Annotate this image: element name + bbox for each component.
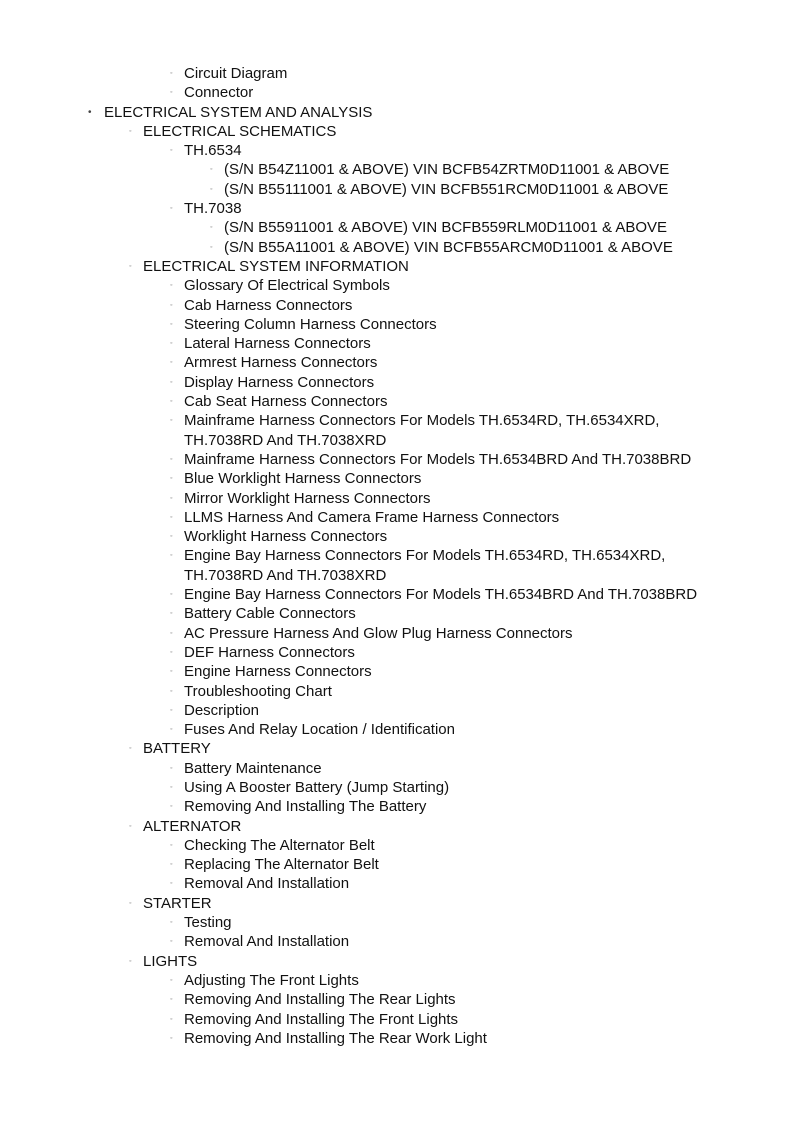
toc-entry-label: Removing And Installing The Front Lights	[184, 1010, 459, 1028]
bullet-circle-icon: ◦	[170, 861, 173, 869]
toc-entry[interactable]	[0, 797, 794, 816]
toc-entry[interactable]	[0, 836, 794, 855]
toc-entry-label: Mainframe Harness Connectors For Models TH.6534RD, TH.6534XRD, TH.7038RD And TH.7038XRD	[184, 412, 660, 449]
toc-entry[interactable]	[0, 218, 794, 237]
toc-entry-label: Adjusting The Front Lights	[184, 971, 359, 989]
toc-entry-label: (S/N B55911001 & ABOVE) VIN BCFB559RLM0D11001 & ABOVE	[224, 219, 668, 237]
toc-chapter[interactable]	[0, 952, 794, 971]
toc-entry-label: ELECTRICAL SCHEMATICS	[143, 122, 337, 140]
toc-entry[interactable]	[0, 643, 794, 662]
toc-chapter[interactable]	[0, 817, 794, 836]
bullet-circle-icon: ◦	[170, 1034, 173, 1042]
toc-entry-label: Removing And Installing The Battery	[184, 798, 427, 816]
bullet-circle-icon: ◦	[170, 880, 173, 888]
toc-entry-label: Testing	[184, 914, 232, 932]
toc-entry-label: Glossary Of Electrical Symbols	[184, 277, 390, 295]
table-of-contents	[0, 64, 794, 1048]
toc-entry-label: TH.7038	[184, 200, 242, 218]
toc-entry-label: Worklight Harness Connectors	[184, 528, 388, 546]
toc-entry-label: ELECTRICAL SYSTEM INFORMATION	[143, 257, 409, 275]
toc-entry[interactable]	[0, 315, 794, 334]
toc-entry-label: Armrest Harness Connectors	[184, 354, 378, 372]
toc-entry-label: BATTERY	[143, 740, 211, 758]
toc-entry[interactable]	[0, 373, 794, 392]
bullet-circle-icon: ◦	[170, 417, 173, 425]
bullet-circle-icon: ◦	[170, 919, 173, 927]
toc-entry[interactable]	[0, 585, 794, 604]
toc-entry-label: Blue Worklight Harness Connectors	[184, 470, 422, 488]
toc-entry-label: Engine Bay Harness Connectors For Models TH.6534BRD And TH.7038BRD	[184, 586, 698, 604]
bullet-circle-icon: ◦	[210, 166, 213, 174]
toc-entry[interactable]	[0, 874, 794, 893]
toc-entry-label: AC Pressure Harness And Glow Plug Harness Connectors	[184, 624, 573, 642]
toc-entry[interactable]	[0, 546, 729, 585]
bullet-circle-icon: ◦	[170, 89, 173, 97]
toc-chapter[interactable]	[0, 257, 794, 276]
toc-entry[interactable]	[0, 180, 794, 199]
toc-entry[interactable]	[0, 855, 794, 874]
bullet-circle-icon: ◦	[170, 70, 173, 77]
toc-entry-label: Cab Harness Connectors	[184, 296, 353, 314]
bullet-disc-icon: •	[88, 106, 92, 118]
bullet-circle-icon: ◦	[170, 706, 173, 714]
bullet-circle-icon: ◦	[170, 552, 173, 560]
toc-entry[interactable]	[0, 1029, 794, 1048]
bullet-circle-icon: ◦	[170, 533, 173, 541]
bullet-circle-icon: ◦	[129, 957, 132, 965]
toc-entry-label: LLMS Harness And Camera Frame Harness Connectors	[184, 508, 560, 526]
toc-entry-label: (S/N B54Z11001 & ABOVE) VIN BCFB54ZRTM0D11001 & ABOVE	[224, 161, 670, 179]
toc-entry-label: LIGHTS	[143, 952, 198, 970]
bullet-circle-icon: ◦	[129, 822, 132, 830]
bullet-circle-icon: ◦	[170, 513, 173, 521]
toc-entry[interactable]	[0, 604, 794, 623]
bullet-circle-icon: ◦	[170, 1015, 173, 1023]
bullet-circle-icon: ◦	[170, 398, 173, 406]
toc-entry-label: Cab Seat Harness Connectors	[184, 393, 388, 411]
toc-entry[interactable]	[0, 662, 794, 681]
bullet-circle-icon: ◦	[170, 282, 173, 290]
toc-entry-label: Troubleshooting Chart	[184, 682, 332, 700]
toc-entry[interactable]	[0, 971, 794, 990]
toc-entry[interactable]	[0, 759, 794, 778]
toc-entry[interactable]	[0, 411, 729, 450]
toc-entry[interactable]	[0, 392, 794, 411]
toc-entry[interactable]	[0, 83, 794, 102]
toc-entry[interactable]	[0, 913, 794, 932]
bullet-circle-icon: ◦	[170, 340, 173, 348]
toc-entry-label: DEF Harness Connectors	[184, 643, 355, 661]
toc-entry[interactable]	[0, 489, 794, 508]
bullet-circle-icon: ◦	[210, 224, 213, 232]
toc-entry[interactable]	[0, 64, 794, 83]
bullet-circle-icon: ◦	[129, 262, 132, 270]
bullet-circle-icon: ◦	[170, 301, 173, 309]
toc-entry[interactable]	[0, 199, 794, 218]
toc-entry-label: Mainframe Harness Connectors For Models TH.6534BRD And TH.7038BRD	[184, 450, 692, 468]
toc-entry[interactable]	[0, 353, 794, 372]
toc-entry-label: Removing And Installing The Rear Work Light	[184, 1029, 487, 1047]
toc-entry[interactable]	[0, 160, 794, 179]
toc-entry-label: Removal And Installation	[184, 875, 350, 893]
toc-chapter[interactable]	[0, 739, 794, 758]
toc-entry-label: Display Harness Connectors	[184, 373, 375, 391]
toc-entry-label: STARTER	[143, 894, 212, 912]
bullet-circle-icon: ◦	[170, 996, 173, 1004]
bullet-circle-icon: ◦	[170, 687, 173, 695]
toc-entry-label: Mirror Worklight Harness Connectors	[184, 489, 431, 507]
toc-entry-label: Fuses And Relay Location / Identification	[184, 721, 455, 739]
bullet-circle-icon: ◦	[170, 147, 173, 155]
bullet-circle-icon: ◦	[129, 127, 132, 135]
bullet-circle-icon: ◦	[129, 745, 132, 753]
toc-entry[interactable]	[0, 508, 794, 527]
toc-entry-label: ALTERNATOR	[143, 817, 242, 835]
toc-entry-label: (S/N B55A11001 & ABOVE) VIN BCFB55ARCM0D11001 & ABOVE	[224, 238, 673, 256]
toc-entry[interactable]	[0, 276, 794, 295]
toc-entry[interactable]	[0, 238, 794, 257]
toc-entry[interactable]	[0, 932, 794, 951]
bullet-circle-icon: ◦	[170, 475, 173, 483]
bullet-circle-icon: ◦	[170, 976, 173, 984]
bullet-circle-icon: ◦	[170, 629, 173, 637]
toc-entry-label: Engine Harness Connectors	[184, 663, 372, 681]
toc-entry[interactable]	[0, 1010, 794, 1029]
toc-entry[interactable]	[0, 624, 794, 643]
bullet-circle-icon: ◦	[170, 668, 173, 676]
bullet-circle-icon: ◦	[170, 455, 173, 463]
bullet-circle-icon: ◦	[170, 610, 173, 618]
toc-entry-label: Checking The Alternator Belt	[184, 836, 375, 854]
toc-entry[interactable]	[0, 682, 794, 701]
bullet-circle-icon: ◦	[170, 591, 173, 599]
bullet-circle-icon: ◦	[170, 320, 173, 328]
toc-entry-label: Using A Booster Battery (Jump Starting)	[184, 778, 450, 796]
bullet-circle-icon: ◦	[129, 899, 132, 907]
toc-entry[interactable]	[0, 469, 794, 488]
bullet-circle-icon: ◦	[170, 938, 173, 946]
toc-entry[interactable]	[0, 778, 794, 797]
toc-section[interactable]	[0, 103, 794, 122]
bullet-circle-icon: ◦	[210, 185, 213, 193]
toc-entry-label: Removing And Installing The Rear Lights	[184, 991, 456, 1009]
bullet-circle-icon: ◦	[170, 783, 173, 791]
toc-entry-label: Battery Cable Connectors	[184, 605, 356, 623]
bullet-circle-icon: ◦	[170, 841, 173, 849]
toc-entry-label: Removal And Installation	[184, 933, 350, 951]
toc-entry[interactable]	[0, 720, 794, 739]
toc-entry-label: Steering Column Harness Connectors	[184, 315, 437, 333]
bullet-circle-icon: ◦	[170, 764, 173, 772]
bullet-circle-icon: ◦	[170, 359, 173, 367]
toc-entry[interactable]	[0, 296, 794, 315]
bullet-circle-icon: ◦	[170, 726, 173, 734]
bullet-circle-icon: ◦	[210, 243, 213, 251]
toc-entry-label: (S/N B55111001 & ABOVE) VIN BCFB551RCM0D11001 & ABOVE	[224, 180, 669, 198]
toc-entry-label: Lateral Harness Connectors	[184, 335, 371, 353]
toc-entry-label: TH.6534	[184, 142, 242, 160]
toc-entry-label: Battery Maintenance	[184, 759, 322, 777]
toc-entry-label: Circuit Diagram	[184, 65, 288, 82]
toc-chapter[interactable]	[0, 894, 794, 913]
bullet-circle-icon: ◦	[170, 494, 173, 502]
toc-chapter[interactable]	[0, 122, 794, 141]
toc-entry[interactable]	[0, 334, 794, 353]
toc-entry[interactable]	[0, 701, 794, 720]
toc-entry[interactable]	[0, 990, 794, 1009]
toc-entry-label: Description	[184, 701, 260, 719]
toc-entry[interactable]	[0, 450, 794, 469]
toc-entry[interactable]	[0, 141, 794, 160]
bullet-circle-icon: ◦	[170, 803, 173, 811]
bullet-circle-icon: ◦	[170, 378, 173, 386]
bullet-circle-icon: ◦	[170, 648, 173, 656]
toc-entry[interactable]	[0, 527, 794, 546]
toc-entry-label: ELECTRICAL SYSTEM AND ANALYSIS	[104, 103, 373, 121]
toc-entry-label: Engine Bay Harness Connectors For Models TH.6534RD, TH.6534XRD, TH.7038RD And TH.7038XRD	[184, 547, 666, 584]
bullet-circle-icon: ◦	[170, 205, 173, 213]
toc-entry-label: Connector	[184, 84, 254, 102]
toc-entry-label: Replacing The Alternator Belt	[184, 856, 379, 874]
